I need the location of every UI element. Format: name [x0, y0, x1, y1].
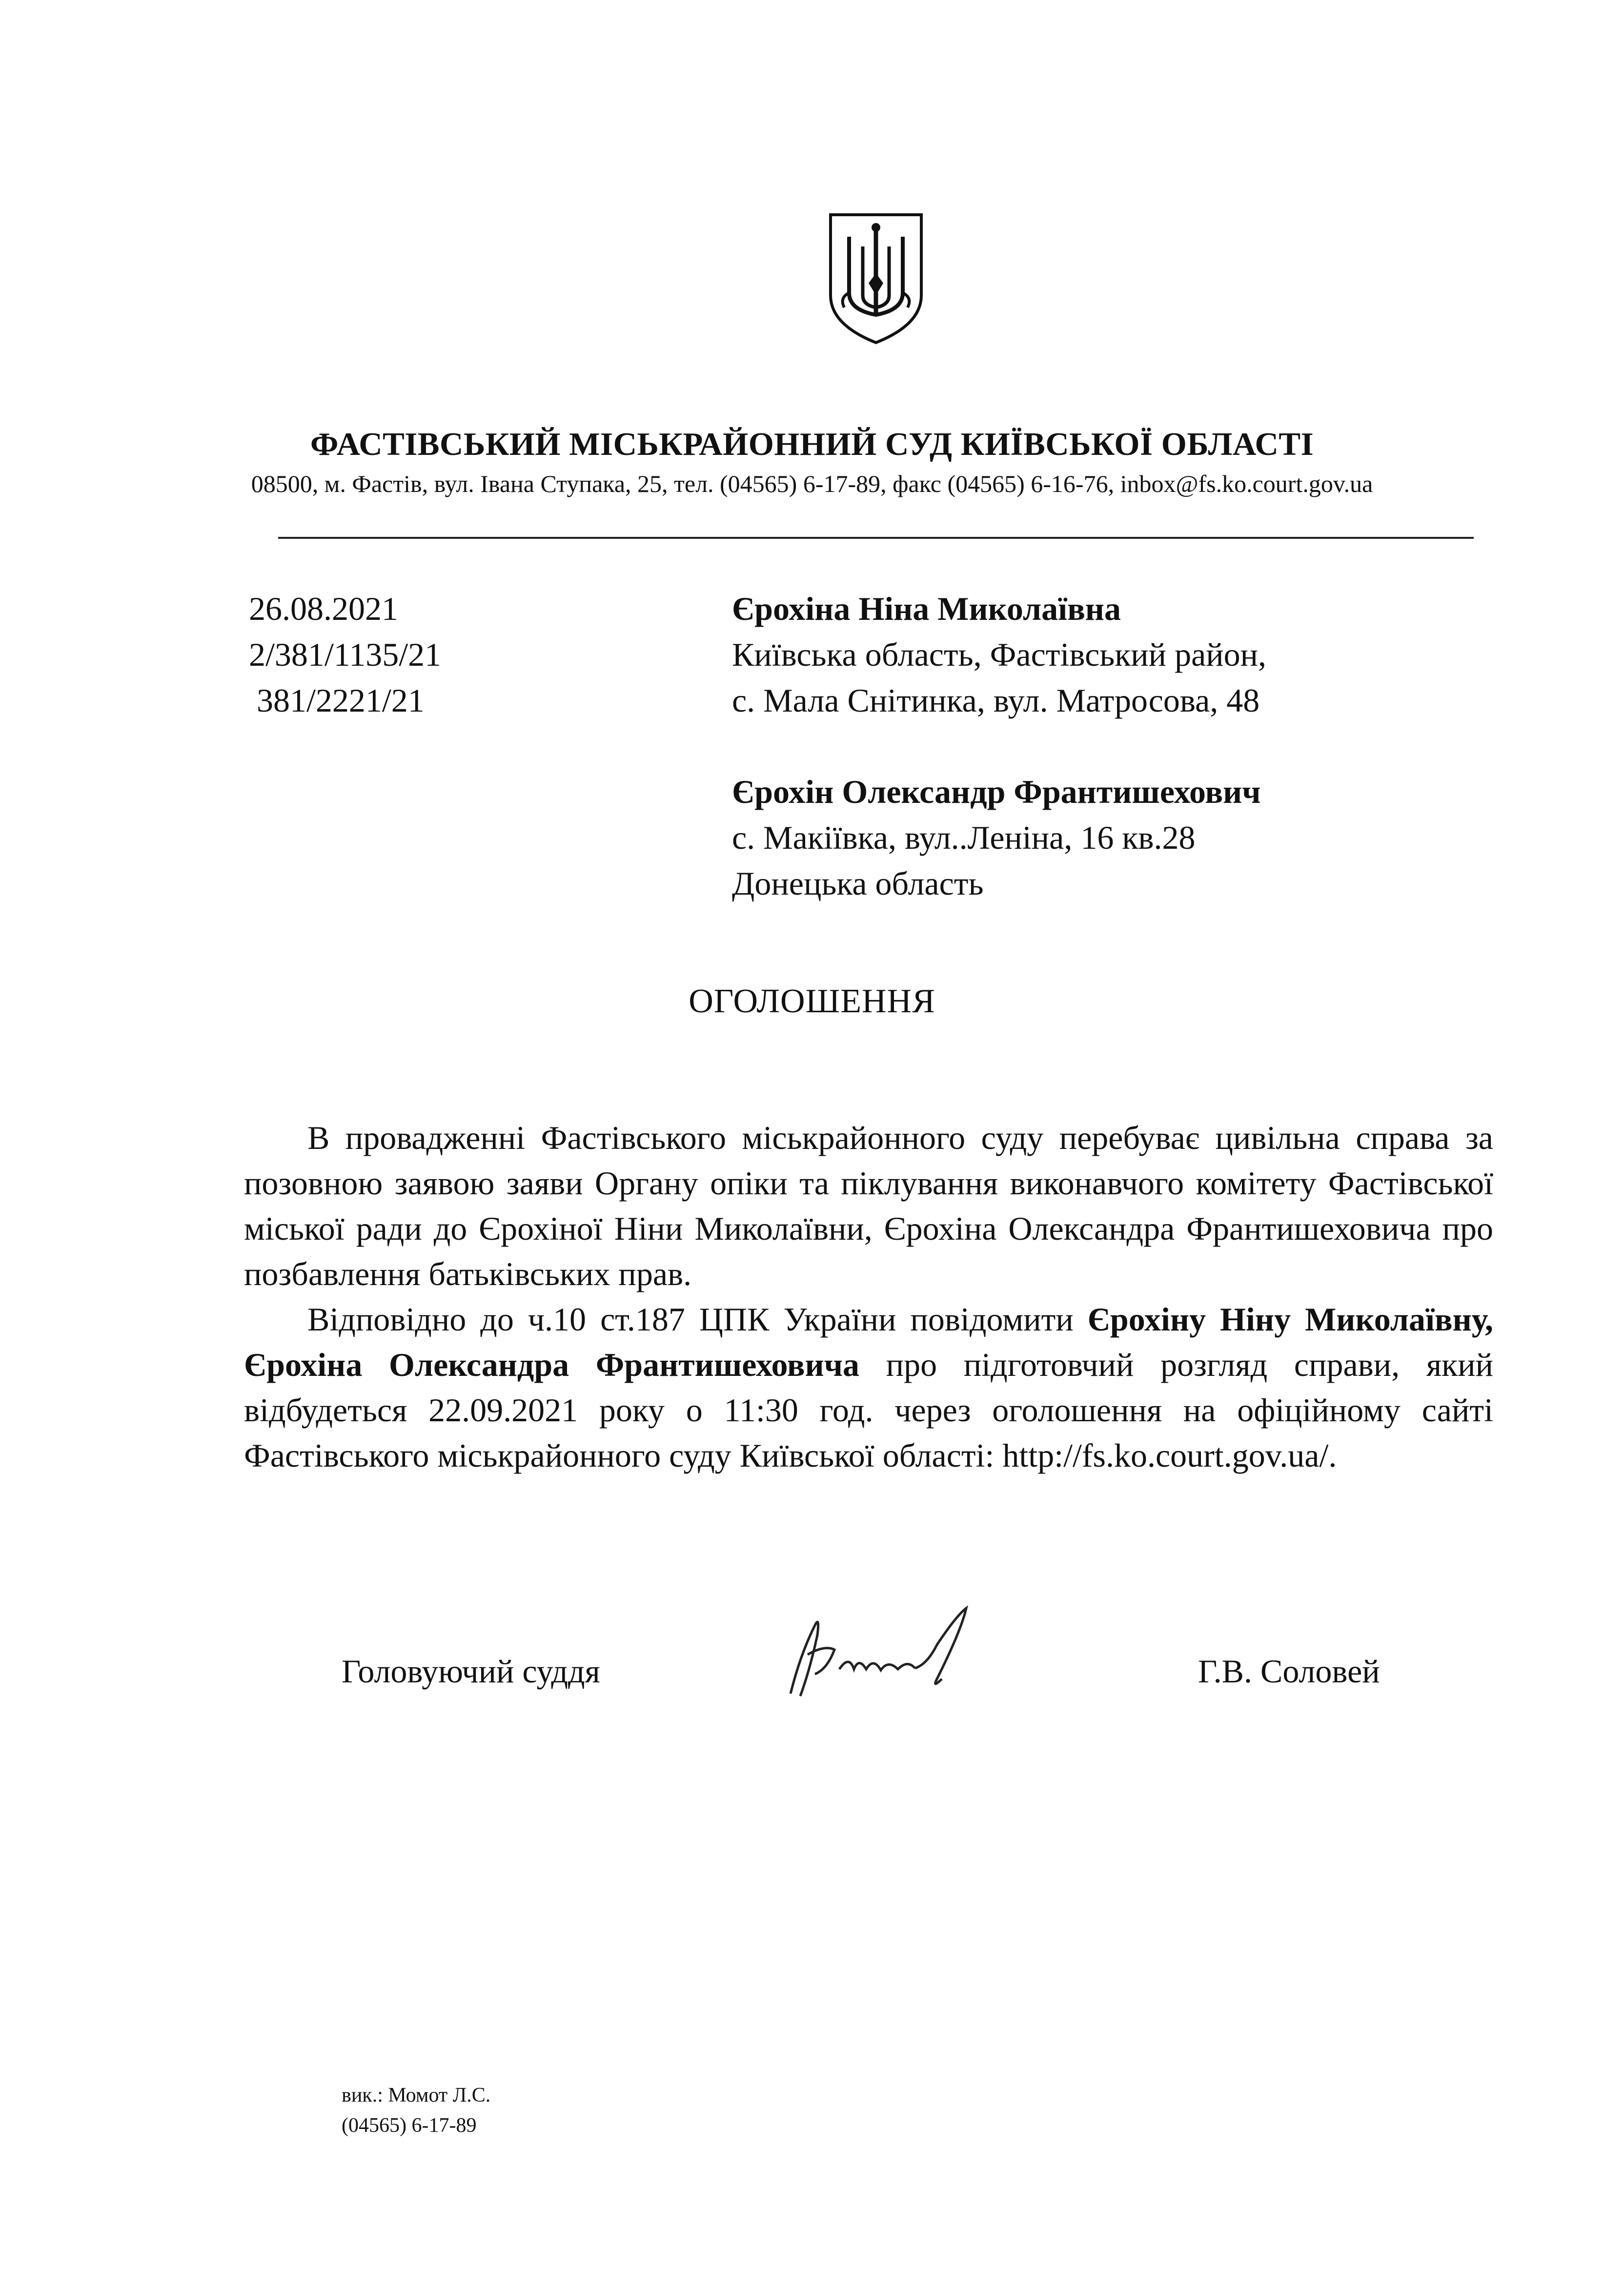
document-date: 26.08.2021 [249, 590, 398, 627]
header-divider [278, 537, 1474, 539]
registration-number: 381/2221/21 [257, 682, 425, 719]
recipient-2 [732, 769, 1261, 906]
recipient-address-line: с. Макіївка, вул..Леніна, 16 кв.28 [732, 819, 1196, 856]
executor-info [342, 2080, 490, 2141]
handwritten-signature-icon [781, 1596, 1054, 1708]
paragraph-1: В провадженні Фастівського міськрайонного суду перебуває цивільна справа за позовною заявою заяви Органу опіки та піклування виконавчого комітету Фастівської міської ради до Єрохіної Ніни Миколаївни, Єрохіна Олександра Франтишеховича про позбавлення батьківських прав. [244, 1119, 1493, 1292]
paragraph-2-suffix: про підготовчий розгляд справи, який відбудеться 22.09.2021 року о 11:30 год. через оголошення на офіційному сайті Фастівського міськрайонного суду Київської області: http://fs.ko.court.gov.ua/. [244, 1346, 1493, 1474]
judge-name: Г.В. Соловей [1198, 1653, 1380, 1690]
document-title: ОГОЛОШЕННЯ [689, 982, 935, 1020]
document-meta [249, 586, 441, 723]
recipient-name: Єрохін Олександр Франтишехович [732, 773, 1261, 810]
recipient-address-line: Київська область, Фастівський район, [732, 636, 1267, 673]
court-contacts: 08500, м. Фастів, вул. Івана Ступака, 25, тел. (04565) 6-17-89, факс (04565) 6-16-76, inbox@fs.ko.court.gov.ua [251, 470, 1373, 497]
recipient-name: Єрохіна Ніна Миколаївна [732, 590, 1121, 627]
recipient-address-line: Донецька область [732, 865, 984, 902]
executor-name: вик.: Момот Л.С. [342, 2084, 491, 2107]
recipient-1 [732, 586, 1266, 723]
judge-role: Головуючий суддя [342, 1653, 600, 1690]
recipient-address-line: с. Мала Снітинка, вул. Матросова, 48 [732, 682, 1260, 719]
announcement-body [244, 1115, 1493, 1478]
case-number: 2/381/1135/21 [249, 636, 442, 673]
paragraph-2 [244, 1297, 1493, 1478]
coat-of-arms-icon [825, 210, 927, 348]
paragraph-2-prefix: Відповідно до ч.10 ст.187 ЦПК України повідомити [307, 1301, 1088, 1338]
court-name: ФАСТІВСЬКИЙ МІСЬКРАЙОННИЙ СУД КИЇВСЬКОЇ ОБЛАСТІ [310, 426, 1314, 462]
executor-phone: (04565) 6-17-89 [342, 2114, 477, 2137]
notified-parties: Єрохіну Ніну Миколаївну, Єрохіна Олександра Франтишеховича [244, 1301, 1493, 1383]
